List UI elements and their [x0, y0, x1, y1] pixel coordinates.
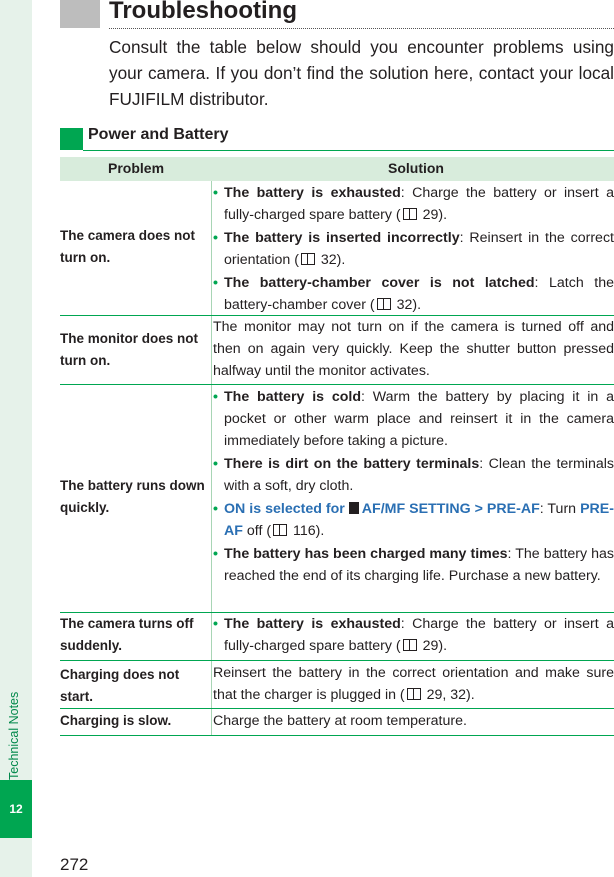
table-row [60, 709, 614, 736]
column-header-problem: Problem [108, 160, 165, 176]
solution-cell: Reinsert the battery in the correct orientation and make sure that the charger is plugged in ( 29, 32). [213, 665, 614, 703]
table-row [60, 181, 614, 316]
problem-cell: The monitor does not turn on. [60, 331, 198, 368]
list-item: • The battery is cold: Warm the battery by placing it in a pocket or other warm place and reinsert it in the camera immediately before taking a picture. [213, 389, 614, 449]
problem-cell: Charging is slow. [60, 713, 172, 728]
problem-cell: Charging does not start. [60, 667, 180, 704]
chapter-label: Technical Notes [7, 691, 21, 780]
list-item: • There is dirt on the battery terminals: Clean the terminals with a soft, dry cloth. [213, 456, 614, 494]
list-item: • ON is selected for AF/MF SETTING > PRE-AF: Turn PRE-AF off ( 116). [213, 501, 614, 539]
title-divider [109, 28, 614, 29]
intro-paragraph: Consult the table below should you encounter problems using your camera. If you don’t find the solution here, contact your local FUJIFILM distributor. [109, 37, 614, 109]
list-item: • The battery has been charged many times: The battery has reached the end of its charging life. Purchase a new battery. [213, 546, 614, 584]
chapter-number: 12 [9, 802, 23, 816]
table-row [60, 613, 614, 661]
solution-cell: Charge the battery at room temperature. [213, 713, 467, 729]
list-item: • The battery is inserted incorrectly: Reinsert in the correct orientation ( 32). [213, 230, 614, 268]
list-item: • The battery-chamber cover is not latched: Latch the battery-chamber cover ( 32). [213, 275, 614, 313]
page-ref-icon [403, 639, 417, 651]
solution-cell: The monitor may not turn on if the camera is turned off and then on again very quickly. Keep the shutter button pressed halfway until the monitor activates. [213, 319, 614, 379]
table-row [60, 661, 614, 709]
section-divider [83, 150, 614, 151]
page-ref-icon [403, 208, 417, 220]
page-ref-icon [301, 253, 315, 265]
page-title: Troubleshooting [109, 0, 297, 24]
troubleshooting-table [60, 157, 614, 736]
solution-cell [213, 386, 614, 588]
table-row [60, 385, 614, 613]
problem-cell: The camera does not turn on. [60, 228, 196, 265]
page-ref-icon [377, 298, 391, 310]
list-item: • The battery is exhausted: Charge the battery or insert a fully-charged spare battery ( 29). [213, 616, 614, 654]
table-header [60, 157, 614, 181]
problem-cell: The camera turns off suddenly. [60, 616, 194, 653]
af-mf-menu-icon [349, 502, 359, 514]
title-marker [60, 0, 100, 28]
column-header-solution: Solution [388, 160, 444, 176]
solution-cell [213, 613, 614, 658]
page-ref-icon [273, 524, 287, 536]
section-marker [60, 128, 83, 150]
problem-cell: The battery runs down quickly. [60, 478, 205, 515]
table-row [60, 316, 614, 385]
section-title: Power and Battery [88, 126, 229, 143]
page-number: 272 [60, 855, 89, 874]
page-ref-icon [407, 688, 421, 700]
list-item: • The battery is exhausted: Charge the battery or insert a fully-charged spare battery ( 29). [213, 185, 614, 223]
solution-cell [213, 182, 614, 317]
